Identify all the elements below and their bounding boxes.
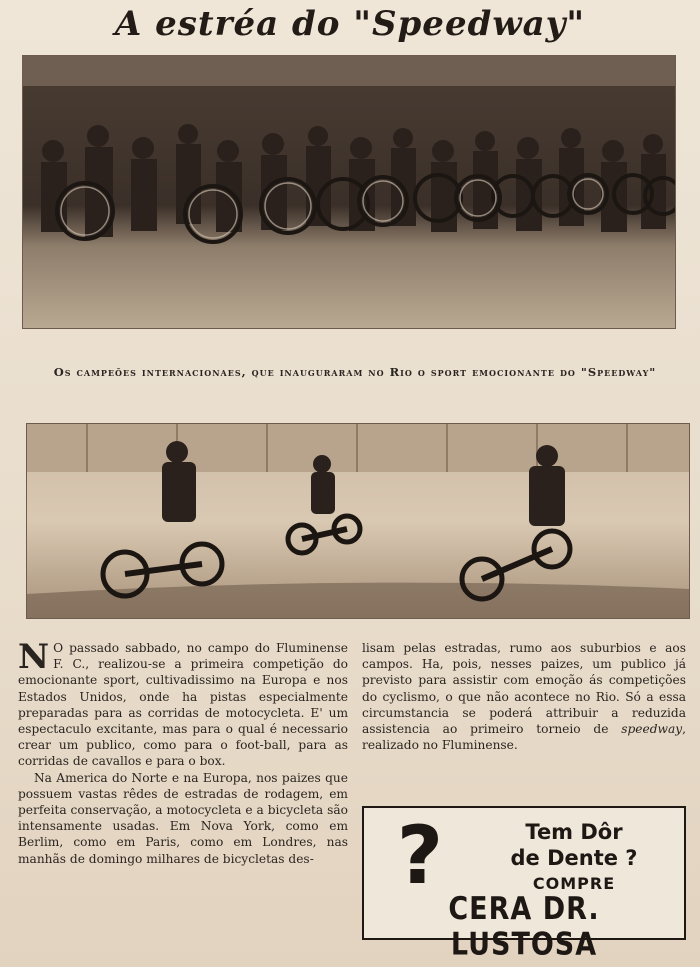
article-column-1 — [18, 637, 348, 867]
article-column-2 — [362, 640, 686, 753]
group-photo — [22, 55, 676, 329]
photo-caption: Os campeões internacionaes, que inauguraram no Rio o sport emocionante do "Speedway" — [53, 365, 657, 379]
advertisement-box — [362, 806, 686, 963]
article-paragraph-3: lisam pelas estradas, rumo aos suburbios e aos campos. Ha, pois, nesses paizes, um publico já previsto para assistir com emoção ás competições do cyclismo, o que não acontece no Rio. Só a essa circumstancia se poderá attribuir a reduzida assistencia ao primeiro torneio de speedway, realizado no Fluminense. — [362, 641, 686, 753]
ad-headline-2: de Dente ? — [510, 846, 638, 870]
race-photo — [26, 423, 690, 619]
ad-brand: CERA DR. LUSTOSA — [448, 891, 600, 963]
article-paragraph-1: N O passado sabbado, no campo do Fluminense F. C., realizou-se a primeira competição do emocionante sport, cultivadissimo na Europa e nos Estados Unidos, onde ha pistas especialmente preparadas para as corridas de motocycleta. E' um espectaculo excitante, mas para o qual é necessario crear um publico, como para o foot-ball, para as corridas de cavallos e para o box. — [18, 637, 348, 769]
question-mark-icon: ? — [396, 809, 444, 902]
ad-headline-1: Tem Dôr — [525, 820, 623, 844]
page-title: A estréa do "Speedway" — [114, 4, 586, 44]
drop-cap: N — [18, 637, 50, 677]
ad-cta: COMPRE — [532, 874, 616, 893]
article-paragraph-2: Na America do Norte e na Europa, nos paizes que possuem vastas rêdes de estradas de rodagem, em perfeita conservação, a motocycleta e a bicycleta são intensamente usadas. Em Nova York, como em Berlim, como em Paris, como em Londres, nas manhãs de domingo milhares de bicycletas des- — [18, 770, 348, 866]
